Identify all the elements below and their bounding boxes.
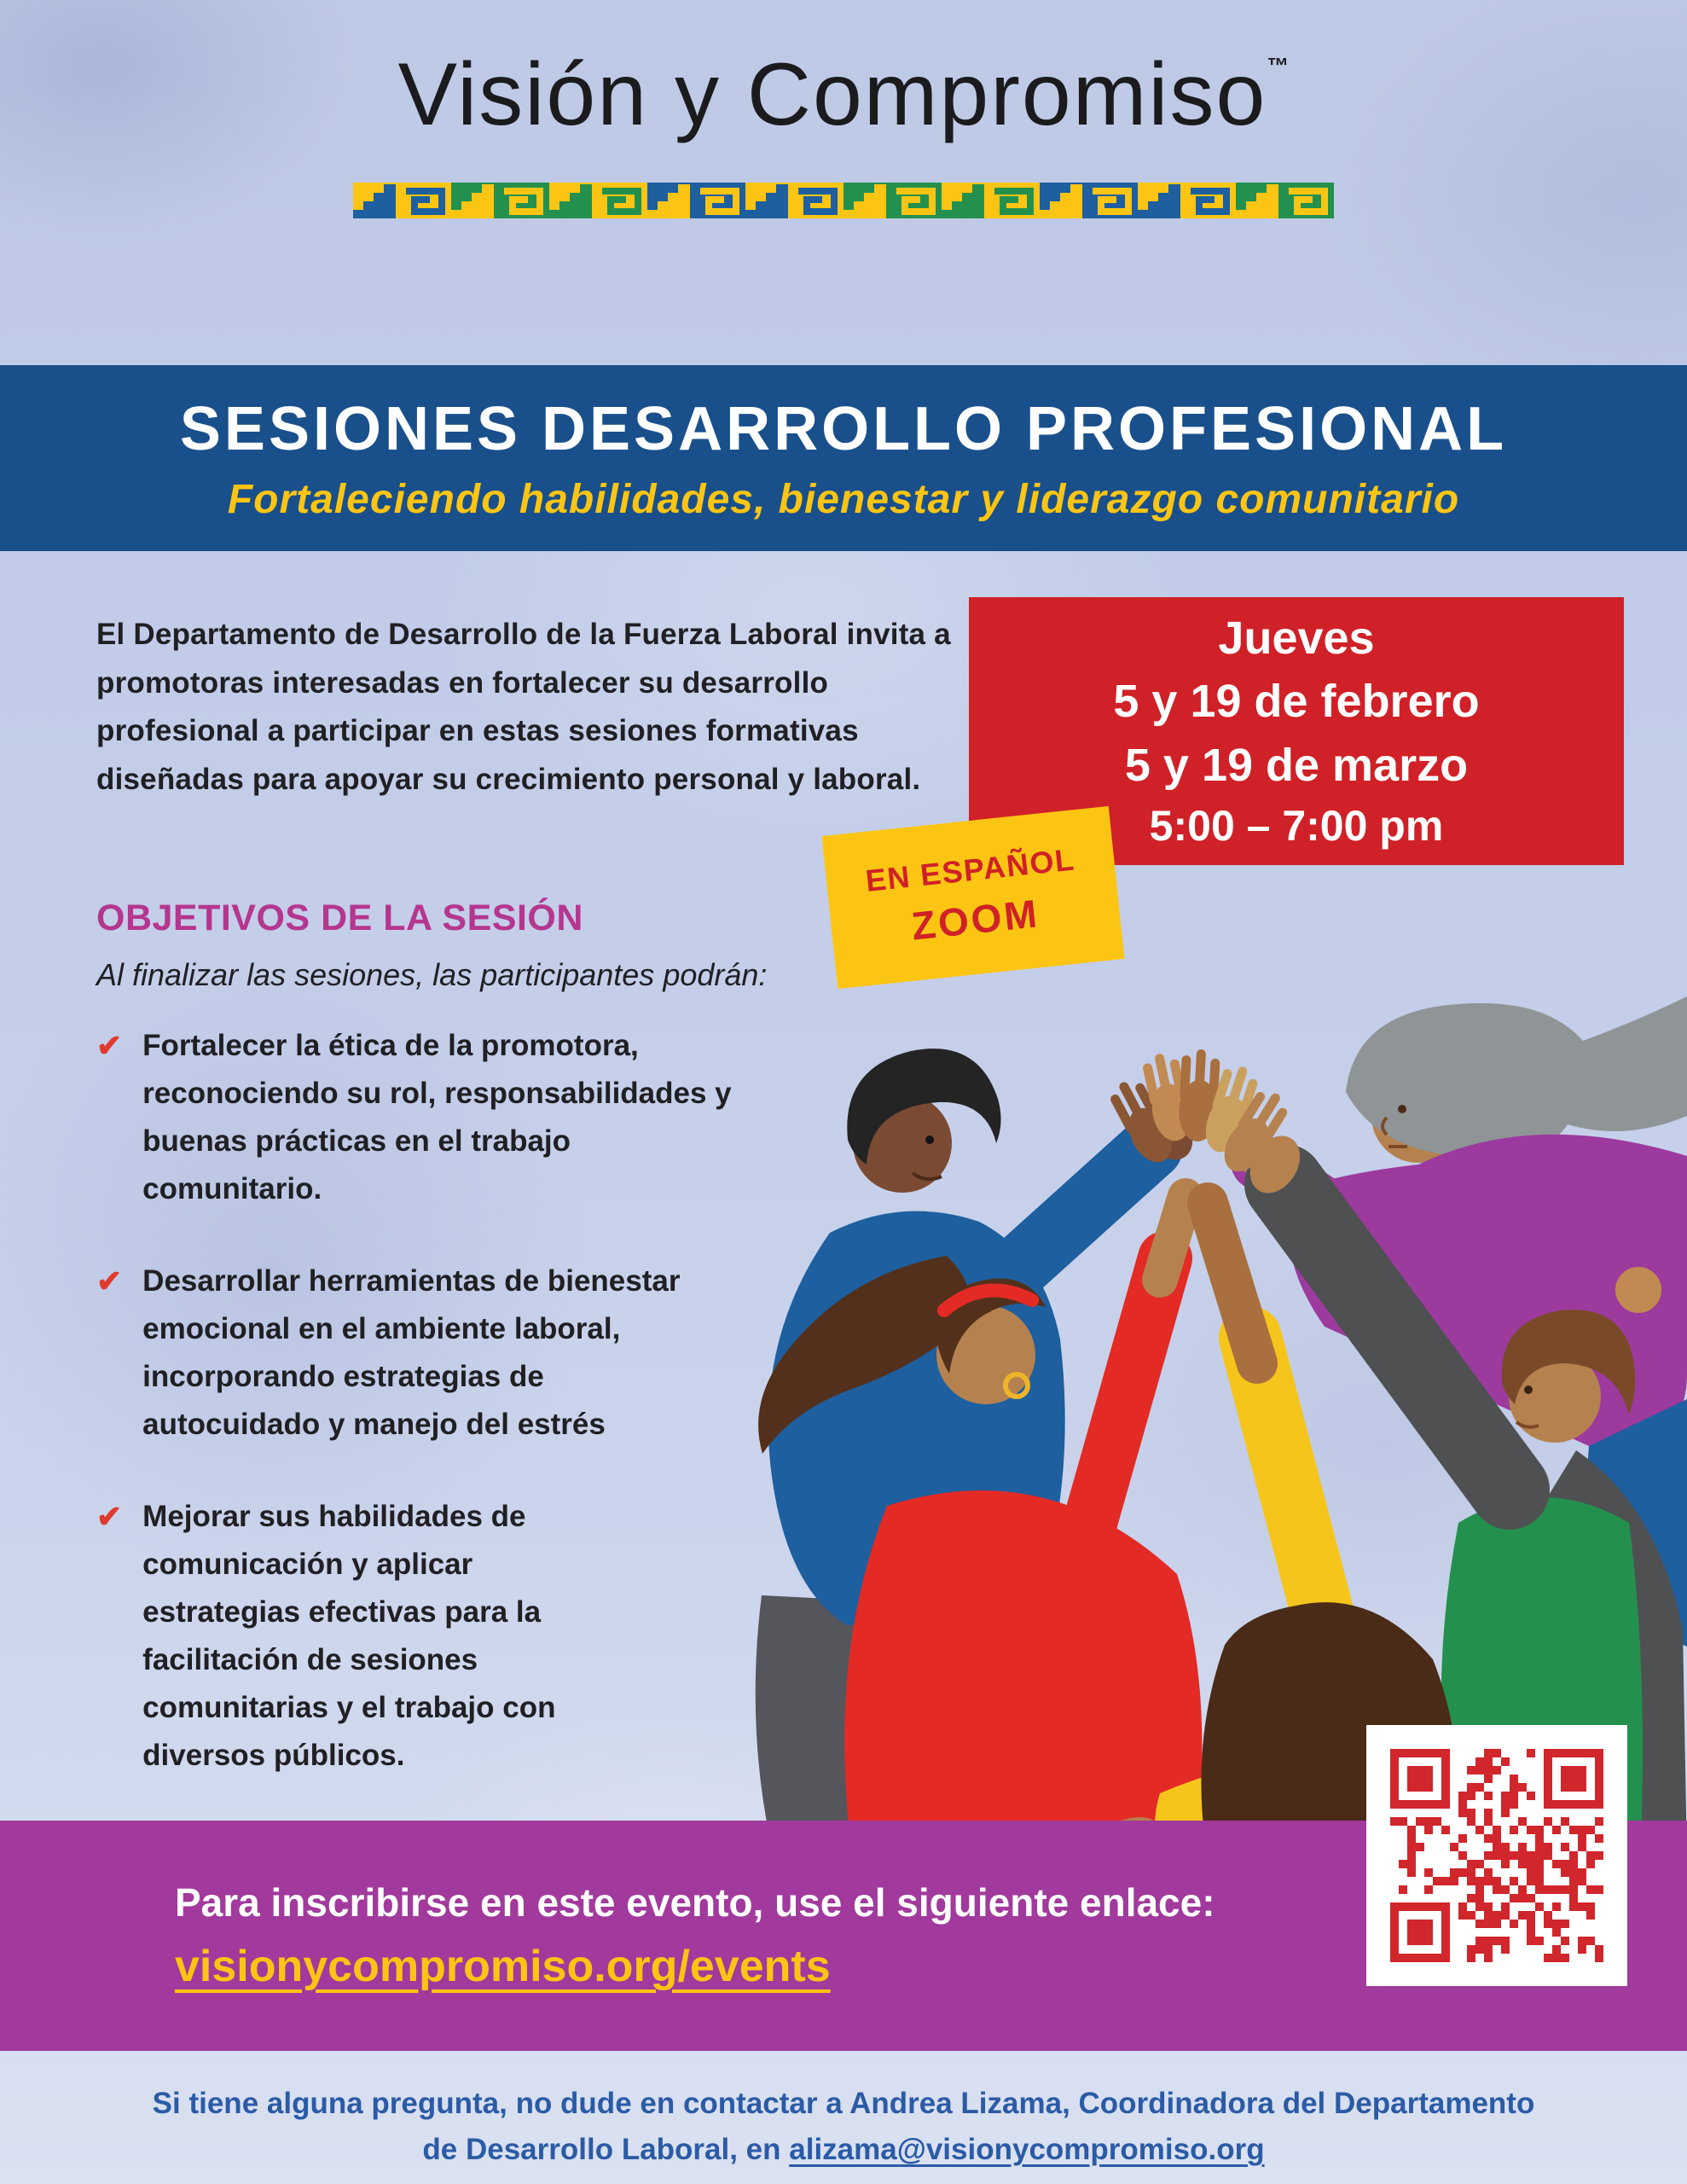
trademark-symbol: ™ [1267, 53, 1290, 78]
schedule-day: Jueves [1218, 613, 1375, 665]
brand-name: Visión y Compromiso [397, 45, 1267, 144]
aztec-pattern-border [353, 183, 1334, 218]
schedule-date-march: 5 y 19 de marzo [1124, 739, 1469, 791]
tag-language: EN ESPAÑOL [863, 841, 1077, 898]
schedule-time: 5:00 – 7:00 pm [1149, 801, 1444, 850]
objective-item [96, 1022, 796, 1213]
events-link[interactable]: visionycompromiso.org/events [175, 1942, 831, 1991]
contact-line-2-prefix: de Desarrollo Laboral, en [422, 2133, 790, 2166]
qr-code-image [1366, 1725, 1627, 1986]
qr-code [1366, 1725, 1627, 1986]
contact-email-link[interactable]: alizama@visionycompromiso.org [789, 2133, 1265, 2166]
tag-platform: ZOOM [909, 891, 1042, 949]
check-icon: ✔ [96, 1499, 123, 1534]
title-banner [0, 365, 1687, 551]
page-title [0, 44, 1687, 146]
objective-item [96, 1493, 796, 1780]
contact-footer [0, 2051, 1687, 2184]
contact-line-2 [422, 2133, 1264, 2167]
banner-title: SESIONES DESARROLLO PROFESIONAL [179, 394, 1508, 463]
objective-item [96, 1258, 796, 1449]
objectives-heading: OBJETIVOS DE LA SESIÓN [96, 897, 583, 938]
objectives-list [96, 1022, 796, 1824]
language-zoom-tag [822, 806, 1125, 989]
check-icon: ✔ [96, 1263, 123, 1298]
objectives-lead: Al finalizar las sesiones, las participantes podrán: [96, 957, 768, 992]
objective-text: Mejorar sus habilidades de comunicación y aplicar estrategias efectivas para la facilitación de sesiones comunitarias y el trabajo con diversos públicos. [142, 1500, 556, 1772]
objective-text: Desarrollar herramientas de bienestar emocional en el ambiente laboral, incorporando estrategias de autocuidado y manejo del estrés [142, 1264, 681, 1441]
contact-line-1: Si tiene alguna pregunta, no dude en contactar a Andrea Lizama, Coordinadora del Departamento [152, 2087, 1535, 2120]
check-icon: ✔ [96, 1028, 123, 1063]
registration-instruction: Para inscribirse en este evento, use el siguiente enlace: [175, 1880, 1215, 1925]
intro-paragraph: El Departamento de Desarrollo de la Fuerza Laboral invita a promotoras interesadas en fortalecer su desarrollo profesional a participar en estas sesiones formativas diseñadas para apoyar su crecimiento personal y laboral. [96, 618, 951, 797]
banner-subtitle: Fortaleciendo habilidades, bienestar y liderazgo comunitario [227, 476, 1460, 522]
schedule-date-february: 5 y 19 de febrero [1113, 676, 1480, 728]
objective-text: Fortalecer la ética de la promotora, reconociendo su rol, responsabilidades y buenas prácticas en el trabajo comunitario. [142, 1029, 732, 1205]
